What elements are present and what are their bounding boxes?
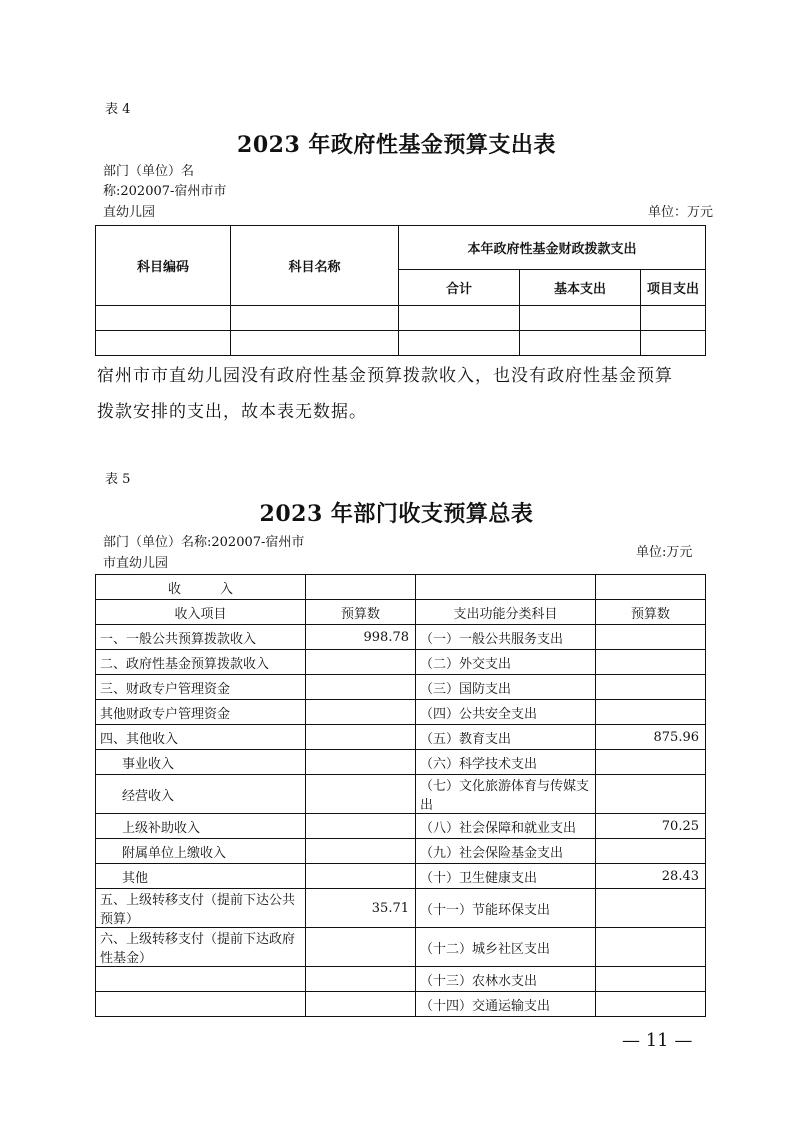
table4-header-total: 合计: [399, 270, 520, 306]
table4-dept-line2: 称:202007-宿州市市: [103, 184, 227, 199]
table-cell: [231, 331, 399, 356]
table5-expense-cell: （十一）节能环保支出: [416, 889, 596, 928]
table5-income-amt-cell: [306, 992, 416, 1017]
table5-expense-cell: （三）国防支出: [416, 675, 596, 700]
table5-title: 2023 年部门收支预算总表: [259, 501, 534, 527]
table5-income-cell: 上级补助收入: [96, 814, 306, 839]
table5-income-amt-cell: [306, 700, 416, 725]
table-row: [96, 864, 706, 889]
table5-expense-cell: （九）社会保险基金支出: [416, 839, 596, 864]
table-row: [96, 675, 706, 700]
table4-header-project: 项目支出: [641, 270, 706, 306]
table-cell: [96, 331, 231, 356]
table5-income-cell: [96, 967, 306, 992]
table-row: [96, 775, 706, 814]
table-row: [96, 700, 706, 725]
table-row: [96, 625, 706, 650]
table5-expense-amt-cell: [596, 650, 706, 675]
table5-income-amt-cell: 998.78: [306, 625, 416, 650]
table5-expense-amt-cell: [596, 775, 706, 814]
table5-expense-amt-cell: [596, 928, 706, 967]
table5-expense-amt-cell: 875.96: [596, 725, 706, 750]
table5-expense-cell: （一）一般公共服务支出: [416, 625, 596, 650]
table5-expense-cell: （八）社会保障和就业支出: [416, 814, 596, 839]
table4-note-line1: 宿州市市直幼儿园没有政府性基金预算拨款收入，也没有政府性基金预算: [97, 366, 673, 386]
table4-note-line2: 拨款安排的支出，故本表无数据。: [97, 402, 367, 422]
table5-income-amt-cell: [306, 839, 416, 864]
table-cell: [231, 306, 399, 331]
table5-expense-amt-cell: [596, 675, 706, 700]
table4-header-code: 科目编码: [96, 226, 231, 306]
table5-expense-amt-cell: 70.25: [596, 814, 706, 839]
page-number: — 11 —: [622, 1030, 693, 1051]
table5-income-cell: 其他: [96, 864, 306, 889]
table5-income-amt-cell: [306, 864, 416, 889]
table5-income-cell: 经营收入: [96, 775, 306, 814]
table4-dept-line3: 直幼儿园: [103, 205, 156, 220]
table4-label: 表 4: [105, 102, 131, 117]
table-cell: [520, 306, 641, 331]
table-row: [96, 650, 706, 675]
table-cell: [399, 331, 520, 356]
table-row: [96, 725, 706, 750]
table-cell: [416, 575, 596, 600]
table5-expense-cell: （十三）农林水支出: [416, 967, 596, 992]
table5-income-amt-cell: 35.71: [306, 889, 416, 928]
table5-income-cell: 事业收入: [96, 750, 306, 775]
table5-expense-cell: （四）公共安全支出: [416, 700, 596, 725]
table5-income-amt-cell: [306, 750, 416, 775]
table5-income-amt-cell: [306, 650, 416, 675]
table5-dept-line1: 部门（单位）名称:202007-宿州市: [103, 535, 305, 550]
table-cell: [520, 331, 641, 356]
table5-income-cell: 其他财政专户管理资金: [96, 700, 306, 725]
table5-expense-cell: （六）科学技术支出: [416, 750, 596, 775]
table5-expense-cell: （七）文化旅游体育与传媒支出: [416, 775, 596, 814]
table5-income-amt-cell: [306, 675, 416, 700]
table-row: [96, 967, 706, 992]
table5-income-cell: 六、上级转移支付（提前下达政府性基金）: [96, 928, 306, 967]
table-row: [96, 839, 706, 864]
table5-expense-amt-cell: [596, 625, 706, 650]
table4-unit: 单位：万元: [648, 205, 714, 220]
table5-grid: [95, 574, 706, 1017]
table5-expense-amt-cell: [596, 700, 706, 725]
table4-header-basic: 基本支出: [520, 270, 641, 306]
table5-income-amt-cell: [306, 928, 416, 967]
table5-header-expense-item: 支出功能分类科目: [416, 600, 596, 625]
table5-header-expense-amount: 预算数: [596, 600, 706, 625]
table5-income-cell: 附属单位上缴收入: [96, 839, 306, 864]
table5-expense-amt-cell: [596, 992, 706, 1017]
table5-expense-amt-cell: [596, 967, 706, 992]
table5-expense-cell: （十二）城乡社区支出: [416, 928, 596, 967]
table5-header-income-item: 收入项目: [96, 600, 306, 625]
table5-expense-amt-cell: [596, 889, 706, 928]
table5-dept-line2: 市直幼儿园: [103, 556, 169, 571]
table-row: [96, 928, 706, 967]
table5-top-header: 收 入: [96, 575, 306, 600]
table5-expense-cell: （十）卫生健康支出: [416, 864, 596, 889]
table5-header-income-amount: 预算数: [306, 600, 416, 625]
table4-dept-line1: 部门（单位）名: [103, 164, 195, 179]
table4-grid: [95, 225, 706, 356]
table5-income-cell: 五、上级转移支付（提前下达公共预算）: [96, 889, 306, 928]
table5-income-cell: [96, 992, 306, 1017]
table-cell: [596, 575, 706, 600]
table-row: [96, 750, 706, 775]
table-cell: [641, 306, 706, 331]
table5-expense-amt-cell: [596, 750, 706, 775]
table-cell: [96, 306, 231, 331]
table5-income-cell: 二、政府性基金预算拨款收入: [96, 650, 306, 675]
table-row: [96, 889, 706, 928]
table-row: [96, 814, 706, 839]
table5-label: 表 5: [105, 472, 131, 487]
table4-header-group: 本年政府性基金财政拨款支出: [399, 226, 706, 270]
table4-header-name: 科目名称: [231, 226, 399, 306]
table5-income-amt-cell: [306, 775, 416, 814]
table-row: [96, 992, 706, 1017]
table5-income-amt-cell: [306, 814, 416, 839]
table5-income-cell: 四、其他收入: [96, 725, 306, 750]
table-cell: [399, 306, 520, 331]
table-cell: [306, 575, 416, 600]
table-cell: [641, 331, 706, 356]
table5-expense-cell: （二）外交支出: [416, 650, 596, 675]
table4-title: 2023 年政府性基金预算支出表: [237, 132, 556, 158]
table5-income-amt-cell: [306, 725, 416, 750]
table5-income-cell: 一、一般公共预算拨款收入: [96, 625, 306, 650]
table5-income-cell: 三、财政专户管理资金: [96, 675, 306, 700]
table5-expense-amt-cell: [596, 839, 706, 864]
table5-expense-cell: （五）教育支出: [416, 725, 596, 750]
table5-unit: 单位:万元: [636, 545, 693, 560]
table5-expense-amt-cell: 28.43: [596, 864, 706, 889]
table5-expense-cell: （十四）交通运输支出: [416, 992, 596, 1017]
table5-income-amt-cell: [306, 967, 416, 992]
